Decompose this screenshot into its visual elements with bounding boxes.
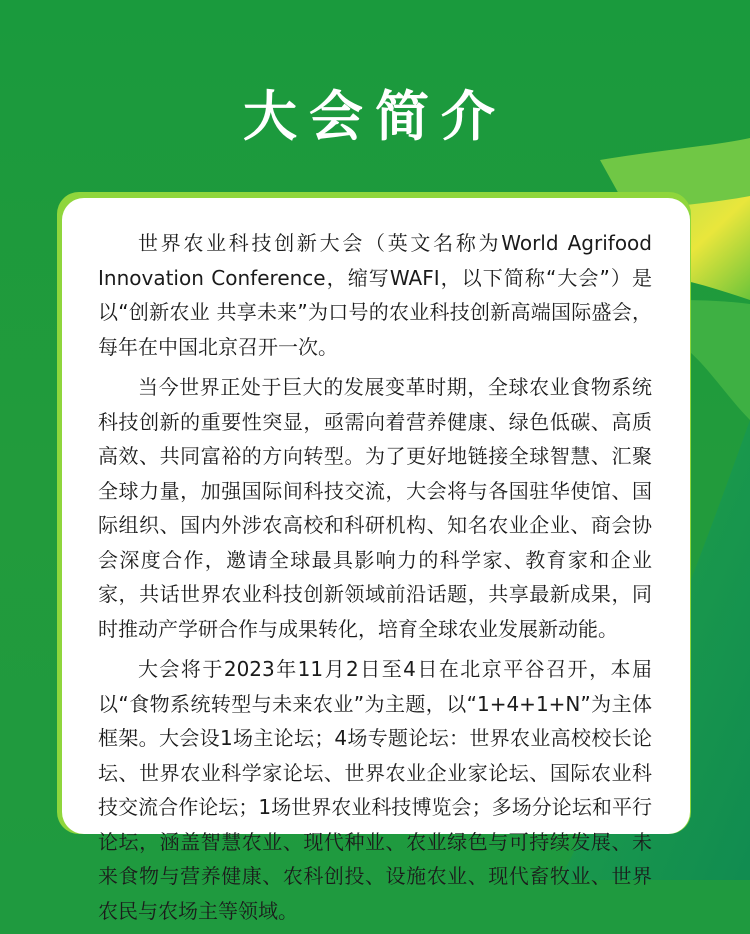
intro-text [98,226,652,934]
paragraph-3: 大会将于2023年11月2日至4日在北京平谷召开，本届以“食物系统转型与未来农业”为主题，以“1+4+1+N”为主体框架。大会设1场主论坛；4场专题论坛：世界农业高校校长论坛、世界农业科学家论坛、世界农业企业家论坛、国际农业科技交流合作论坛；1场世界农业科技博览会；多场分论坛和平行论坛，涵盖智慧农业、现代种业、农业绿色与可持续发展、未来食物与营养健康、农科创投、设施农业、现代畜牧业、世界农民与农场主等领域。 [98,657,652,923]
page-title: 大会简介 [243,85,507,148]
paragraph-1: 世界农业科技创新大会（英文名称为World Agrifood Innovation Conference，缩写WAFI，以下简称“大会”）是以“创新农业 共享未来”为口号的农业科技创新高端国际盛会，每年在中国北京召开一次。 [98,231,652,359]
intro-card [62,198,690,923]
paragraph-2: 当今世界正处于巨大的发展变革时期，全球农业食物系统科技创新的重要性突显，亟需向着营养健康、绿色低碳、高质高效、共同富裕的方向转型。为了更好地链接全球智慧、汇聚全球力量，加强国际间科技交流，大会将与各国驻华使馆、国际组织、国内外涉农高校和科研机构、知名农业企业、商会协会深度合作，邀请全球最具影响力的科学家、教育家和企业家，共话世界农业科技创新领域前沿话题，共享最新成果，同时推动产学研合作与成果转化，培育全球农业发展新动能。 [98,375,652,641]
